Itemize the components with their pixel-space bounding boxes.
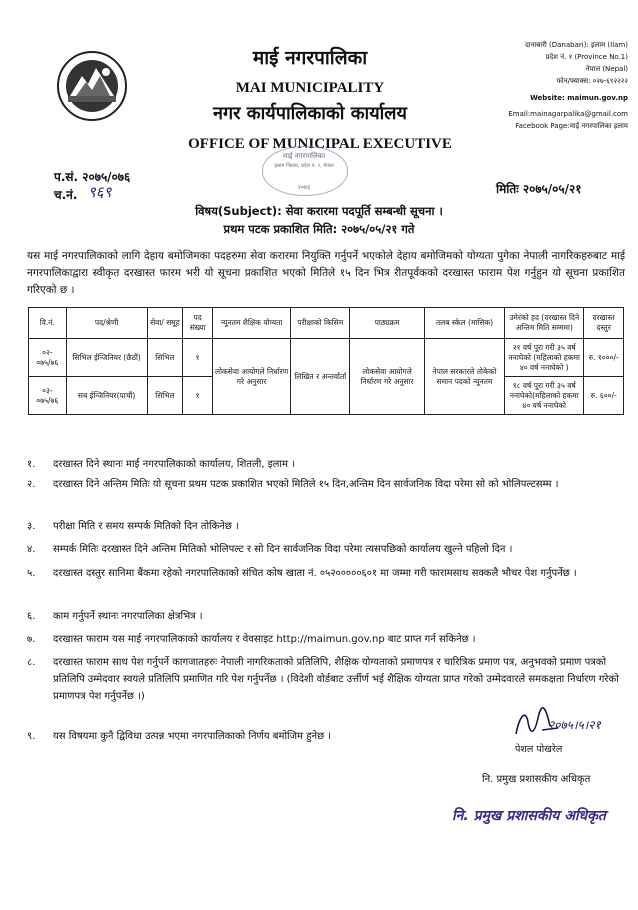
note-item <box>27 476 625 493</box>
cell-fee: रु. १०००/- <box>584 339 624 377</box>
note-number: ७. <box>27 634 36 645</box>
note-number: २. <box>27 479 36 490</box>
contact-line-0: दानाबारी (Danabari): इलाम (Ilam) <box>525 41 628 49</box>
dispatch-number: ९६९ <box>88 183 112 201</box>
note-item <box>27 654 625 705</box>
note-number: १. <box>27 459 36 470</box>
note-text: दरखास्त फाराम साथ पेश गर्नुपर्ने कागजातहरुः नेपाली नागरिकताको प्रतिलिपि, शैक्षिक योग्यताको प्रमाणपत्र र चारित्रिक प्रमाण पत्र, अनुभवको प्रमाण पत्रको प्रतिलिपि उम्मेदवार स्वयले प्रतिलिपि प्रमाणित गरि पेश गर्नुपर्नेछ । (विदेशी वोर्डबाट उर्त्तीर्ण भई शैक्षिक योग्यता प्राप्त गरेको उम्मेदवारले समकक्षता निर्धारण गरेको प्रमाणपत्र पेश गर्नुपर्नेछ ।) <box>53 657 619 702</box>
note-text: दरखास्त दिने अन्तिम मितिः यो सूचना प्रथम पटक प्रकाशित भएको मितिले १५ दिन,अन्तिम दिन सार्वजनिक विदा परेमा सो को भोलिपल्टसम्म । <box>53 479 559 490</box>
col-header: सेवा/ समूह <box>147 308 183 339</box>
stamp-subtext: इलाम जिल्ला, प्रदेश नं. १, नेपाल <box>274 163 334 169</box>
col-header: पद/श्रेणी <box>66 308 147 339</box>
cell-qualification: लोकसेवा आयोगले निर्धारण गरे अनुसार <box>212 339 290 415</box>
contact-line-5: Email:mainagarpalika@gmail.com <box>508 110 628 118</box>
cell-service: सिभिल <box>147 339 183 377</box>
note-item <box>27 518 625 535</box>
contact-line-4: Website: maimun.gov.np <box>530 94 628 102</box>
note-number: ८. <box>27 657 36 668</box>
cell-fee: रु. ६००/- <box>584 377 624 415</box>
contact-line-2: नेपाल (Nepal) <box>585 65 628 73</box>
note-item <box>27 608 625 625</box>
cell-age: १८ वर्ष पूरा गरी ३५ वर्ष ननाघेको(महिलाको हकमा ४० वर्ष ननाघेको <box>505 377 584 415</box>
signatory-designation: नि. प्रमुख प्रशासकीय अधिकृत <box>482 774 591 785</box>
col-header: तलब स्केल (मासिक) <box>424 308 504 339</box>
contact-line-6: Facebook Page:माई नगरपालिका इलाम <box>515 122 628 130</box>
vacancy-table <box>28 307 624 415</box>
header-office-np: नगर कार्यपालिकाको कार्यालय <box>213 103 407 124</box>
cell-count: १ <box>183 377 213 415</box>
col-header: परीक्षाको किसिम <box>291 308 350 339</box>
col-header: पाठ्यक्रम <box>350 308 425 339</box>
note-text: सम्पर्क मितिः दरखास्त दिने अन्तिम मितिको भोलिपल्ट र सो दिन सार्वजनिक विदा परेमा त्यसपछिको कार्यालय खुल्ने पहिलो दिन । <box>53 544 513 555</box>
col-header: वि.नं. <box>29 308 67 339</box>
note-item <box>27 541 625 558</box>
header-office-en: OFFICE OF MUNICIPAL EXECUTIVE <box>188 136 452 152</box>
note-item <box>27 456 625 473</box>
note-number: ५. <box>27 568 36 579</box>
signatory-name: पेशल पोखरेल <box>515 744 563 755</box>
signature-date: २०७५।५।२१ <box>548 718 601 732</box>
note-number: ३. <box>27 521 36 532</box>
officer-stamp: नि. प्रमुख प्रशासकीय अधिकृत <box>452 808 606 824</box>
note-number: ६. <box>27 611 36 622</box>
cell-syllabus: लोकसेवा आयोगले निर्धारण गरे अनुसार <box>350 339 425 415</box>
intro-paragraph: यस माई नगरपालिकाको लागि देहाय बमोजिमका पदहरुमा सेवा करारमा नियुक्ति गर्नुपर्ने भएकोले देहाय बमोजिमको योग्यता पुगेका नेपाली नागरिकहरुबाट माई नगरपालिकाद्वारा स्वीकृत दरखास्त फारम भरी यो सूचना प्रकाशित भएको मितिले १५ दिन भित्र रीतपूर्वकको दरखास्त फाराम पेश गर्नुहुन यो सूचना प्रकाशित गरिएको छ । <box>27 250 625 296</box>
header-title-np: माई नगरपालिका <box>252 47 368 69</box>
cell-age: २१ वर्ष पूरा गरी ३५ वर्ष ननाघेको (महिलाको हकमा ४० वर्ष ननाघेको ) <box>505 339 584 377</box>
table-row <box>29 339 624 377</box>
header-title-en: MAI MUNICIPALITY <box>235 80 385 96</box>
note-number: ४. <box>27 544 36 555</box>
note-number: ९. <box>27 731 36 742</box>
cell-post: सिभिल ईन्जिनियर (छैठौं) <box>66 339 147 377</box>
note-item <box>27 631 625 648</box>
cell-no: ०३- ०७५/७६ <box>29 377 67 415</box>
col-header: पद संख्या <box>183 308 213 339</box>
notice-date: मितिः २०७५/०५/२१ <box>496 182 582 196</box>
col-header: उमेरको हद (दरखास्त दिने अन्तिम मिति सम्ममा) <box>505 308 584 339</box>
cell-service: सिभिल <box>147 377 183 415</box>
cell-count: १ <box>183 339 213 377</box>
dispatch-label: च.नं. <box>54 188 78 202</box>
cell-salary: नेपाल सरकारले तोकेको समान पदको न्यूनतम <box>424 339 504 415</box>
contact-line-3: फोन/फ्याक्स: ०२७-६९२२२२ <box>556 77 628 85</box>
cell-no: ०२- ०७५/७६ <box>29 339 67 377</box>
col-header: न्यूनतम शैक्षिक योग्यता <box>212 308 290 339</box>
note-text: दरखास्त दिने स्थानः माई नगरपालिकाको कार्यालय, शितली, इलाम । <box>53 459 295 470</box>
note-text: दरखास्त दस्तुर सानिमा बैंकमा रहेको नगरपालिकाको संचित कोष खाता नं. ०५२०००००६०१ मा जम्मा गरी फारामसाथ सक्कलै भौचर पेश गर्नुपर्नेछ । <box>53 568 577 579</box>
fiscal-year: प.सं. २०७५/०७६ <box>54 170 131 184</box>
stamp-text: माई नगरपालिका <box>283 152 325 160</box>
subject-line: विषय(Subject): सेवा करारमा पदपूर्ति सम्बन्धी सूचना । <box>195 204 443 218</box>
cell-exam-type: लिखित र अन्तर्वार्ता <box>291 339 350 415</box>
col-header: दरखास्त दस्तुर <box>584 308 624 339</box>
note-text: यस विषयमा कुनै द्विविधा उत्पन्न भएमा नगरपालिकाको निर्णय बमोजिम हुनेछ । <box>53 731 332 742</box>
published-date: प्रथम पटक प्रकाशित मिति: २०७५/०५/२१ गते <box>223 222 415 236</box>
note-text: दरखास्त फाराम यस माई नगरपालिकाको कार्यालय र वेवसाइट http://maimun.gov.np बाट प्राप्त गर्न सकिनेछ । <box>53 634 476 645</box>
stamp-year: २०७३ <box>297 184 311 191</box>
cell-post: सब ईन्जिनियर(पाचौं) <box>66 377 147 415</box>
municipality-logo <box>56 50 128 122</box>
note-text: परीक्षा मिति र समय सम्पर्क मितिको दिन तोकिनेछ । <box>53 521 239 532</box>
note-item <box>27 728 467 745</box>
contact-line-1: प्रदेश नं. १ (Province No.1) <box>545 53 628 61</box>
note-text: काम गर्नुपर्ने स्थानः नगरपालिका क्षेत्रभित्र । <box>53 611 203 622</box>
note-item <box>27 565 625 582</box>
table-header-row <box>29 308 624 339</box>
